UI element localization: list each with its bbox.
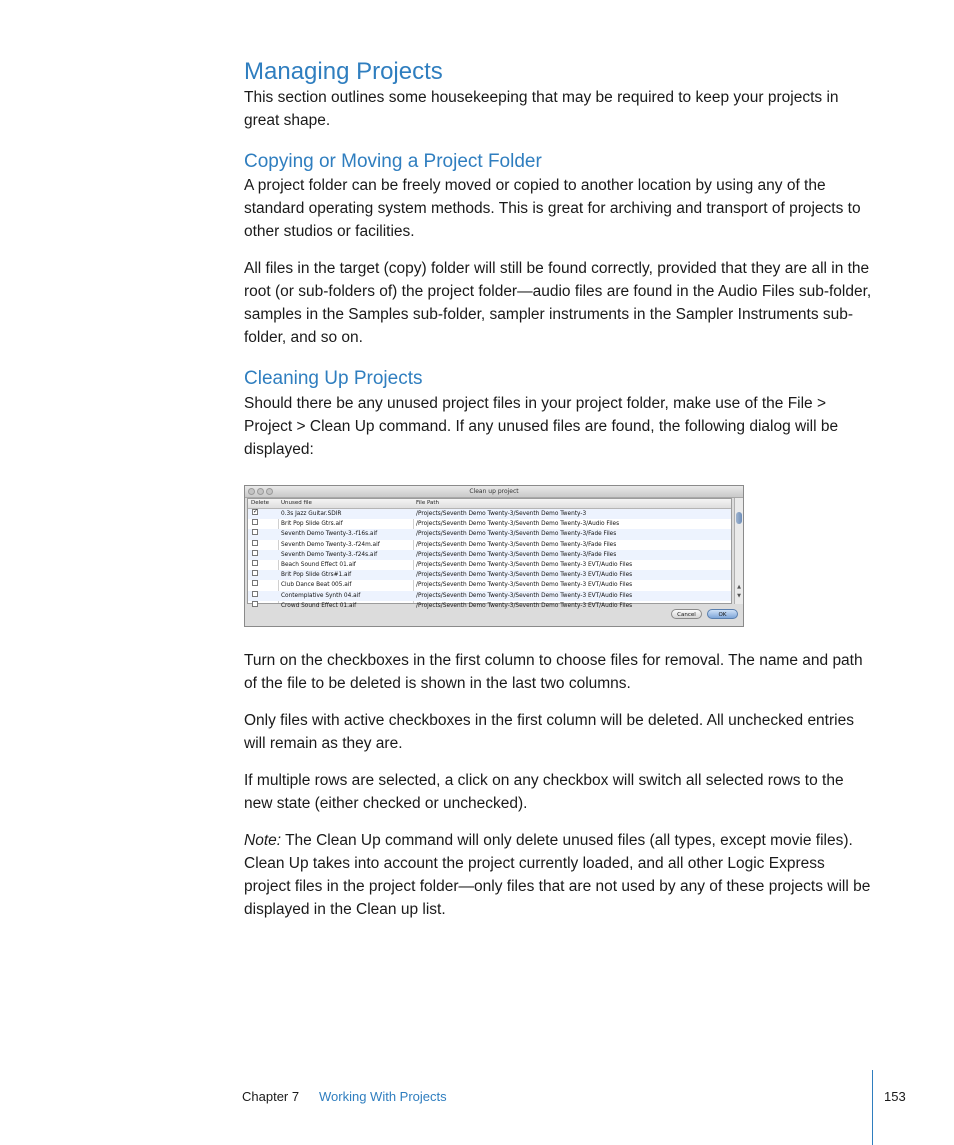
table-row[interactable] bbox=[248, 509, 731, 519]
page-number: 153 bbox=[884, 1089, 906, 1104]
clean-up-dialog bbox=[244, 485, 744, 627]
cleaning-paragraph-3: Only files with active checkboxes in the first column will be deleted. All unchecked entries will remain as they are. bbox=[244, 712, 854, 752]
scroll-down-arrow-icon[interactable]: ▼ bbox=[737, 593, 741, 599]
delete-checkbox[interactable] bbox=[252, 570, 258, 576]
cleaning-paragraph-4: If multiple rows are selected, a click on any checkbox will switch all selected rows to the new state (either checked or unchecked). bbox=[244, 772, 844, 812]
file-path-cell: /Projects/Seventh Demo Twenty-3/Seventh Demo Twenty-3 EVT/Audio Files bbox=[416, 602, 633, 609]
footer-chapter: Chapter 7 bbox=[242, 1089, 300, 1104]
unused-file-cell: 0.3s Jazz Guitar.SDIR bbox=[281, 511, 342, 517]
file-path-cell: /Projects/Seventh Demo Twenty-3/Seventh Demo Twenty-3 EVT/Audio Files bbox=[416, 561, 633, 568]
section-title: Managing Projects bbox=[244, 58, 443, 85]
file-path-cell: /Projects/Seventh Demo Twenty-3/Seventh Demo Twenty-3/Audio Files bbox=[416, 521, 620, 528]
delete-checkbox[interactable] bbox=[252, 519, 258, 525]
unused-file-cell: Brit Pop Slide Gtrs.aif bbox=[281, 521, 343, 528]
footer-divider bbox=[872, 1070, 873, 1145]
table-row[interactable] bbox=[248, 601, 731, 611]
heading-copying: Copying or Moving a Project Folder bbox=[244, 151, 542, 172]
ok-button[interactable]: OK bbox=[707, 609, 738, 619]
file-path-cell: /Projects/Seventh Demo Twenty-3/Seventh Demo Twenty-3/Fade Files bbox=[416, 551, 617, 558]
column-header-unused-file[interactable]: Unused file bbox=[281, 500, 312, 506]
table-row[interactable] bbox=[248, 550, 731, 560]
unused-file-cell: Brit Pop Slide Gtrs#1.aif bbox=[281, 572, 352, 579]
delete-checkbox[interactable] bbox=[252, 591, 258, 597]
delete-checkbox[interactable] bbox=[252, 601, 258, 607]
file-path-cell: /Projects/Seventh Demo Twenty-3/Seventh Demo Twenty-3/Fade Files bbox=[416, 541, 617, 548]
note-label: Note: bbox=[244, 832, 282, 849]
unused-file-cell: Seventh Demo Twenty-3.-f16s.aif bbox=[281, 531, 378, 538]
file-path-cell: /Projects/Seventh Demo Twenty-3/Seventh Demo Twenty-3/Fade Files bbox=[416, 531, 617, 538]
scroll-up-arrow-icon[interactable]: ▲ bbox=[737, 584, 741, 590]
table-row[interactable] bbox=[248, 519, 731, 529]
delete-checkbox[interactable] bbox=[252, 580, 258, 586]
delete-checkbox[interactable] bbox=[252, 540, 258, 546]
note-text: The Clean Up command will only delete unused files (all types, except movie files). Clean Up takes into account the project currently loaded, and all other Logic Express project files in the project folder—only files that are not used by any of these projects will be displayed in the Clean up list. bbox=[244, 832, 871, 918]
heading-cleaning: Cleaning Up Projects bbox=[244, 368, 423, 389]
table-header bbox=[248, 499, 731, 509]
unused-file-cell: Beach Sound Effect 01.aif bbox=[281, 561, 356, 568]
file-path-cell: /Projects/Seventh Demo Twenty-3/Seventh Demo Twenty-3 EVT/Audio Files bbox=[416, 592, 633, 599]
table-row[interactable] bbox=[248, 580, 731, 590]
delete-checkbox[interactable] bbox=[252, 550, 258, 556]
delete-checkbox[interactable] bbox=[252, 560, 258, 566]
file-path-cell: /Projects/Seventh Demo Twenty-3/Seventh Demo Twenty-3 bbox=[416, 511, 587, 517]
unused-files-table bbox=[247, 498, 732, 609]
scrollbar[interactable] bbox=[734, 498, 743, 604]
cleaning-paragraph-2: Turn on the checkboxes in the first column to choose files for removal. The name and path of the file to be deleted is shown in the last two columns. bbox=[244, 652, 863, 692]
unused-file-cell: Contemplative Synth 04.aif bbox=[281, 592, 361, 599]
copying-paragraph-2: All files in the target (copy) folder will still be found correctly, provided that they are all in the root (or sub-folders of) the project folder—audio files are found in the Audio Files sub-folder, samples in the Samples sub-folder, sampler instruments in the Sampler Instruments sub-folder, and so on. bbox=[244, 260, 872, 346]
cleaning-paragraph-1: Should there be any unused project files in your project folder, make use of the File > Project > Clean Up command. If any unused files are found, the following dialog will be displayed: bbox=[244, 395, 839, 458]
delete-checkbox[interactable]: ✓ bbox=[253, 508, 259, 515]
copying-paragraph-1: A project folder can be freely moved or copied to another location by using any of the standard operating system methods. This is great for archiving and transport of projects to other studios or facilities. bbox=[244, 177, 861, 240]
footer-chapter-title[interactable]: Working With Projects bbox=[319, 1089, 447, 1104]
table-row[interactable] bbox=[248, 529, 731, 539]
table-row[interactable] bbox=[248, 570, 731, 580]
cancel-button[interactable]: Cancel bbox=[671, 609, 702, 619]
unused-file-cell: Seventh Demo Twenty-3.-f24m.aif bbox=[281, 541, 380, 548]
column-header-delete[interactable]: Delete bbox=[251, 500, 270, 506]
column-header-file-path[interactable]: File Path bbox=[416, 500, 440, 506]
unused-file-cell: Club Dance Beat 005.aif bbox=[281, 582, 352, 589]
section-intro: This section outlines some housekeeping that may be required to keep your projects in great shape. bbox=[244, 89, 839, 129]
unused-file-cell: Crowd Sound Effect 01.aif bbox=[281, 602, 357, 609]
dialog-titlebar bbox=[245, 486, 743, 498]
scrollbar-thumb[interactable] bbox=[736, 512, 742, 524]
dialog-title: Clean up project bbox=[469, 488, 519, 495]
table-body bbox=[248, 509, 731, 611]
note-paragraph bbox=[244, 829, 872, 921]
file-path-cell: /Projects/Seventh Demo Twenty-3/Seventh Demo Twenty-3 EVT/Audio Files bbox=[416, 572, 633, 579]
table-row[interactable] bbox=[248, 540, 731, 550]
file-path-cell: /Projects/Seventh Demo Twenty-3/Seventh Demo Twenty-3 EVT/Audio Files bbox=[416, 582, 633, 589]
table-row[interactable] bbox=[248, 591, 731, 601]
unused-file-cell: Seventh Demo Twenty-3.-f24s.aif bbox=[281, 551, 378, 558]
delete-checkbox[interactable] bbox=[252, 529, 258, 535]
table-row[interactable] bbox=[248, 560, 731, 570]
